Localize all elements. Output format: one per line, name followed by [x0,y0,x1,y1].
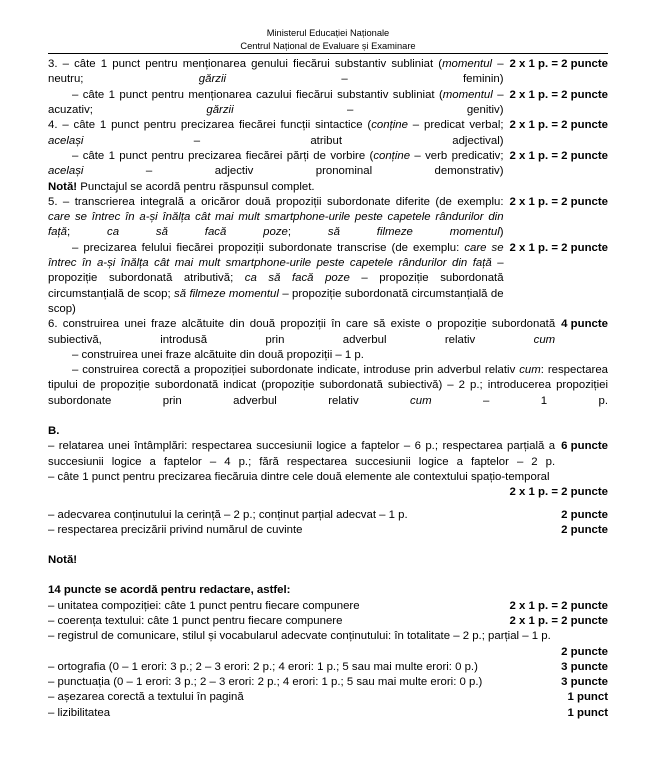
grading-row-text [48,317,561,348]
redactare-row-text: – lizibilitatea [48,706,111,719]
item-3-a-italic-2: gărzii [198,73,227,86]
section-b-label [48,424,608,439]
redactare-row-text: – ortografia (0 – 1 erori: 3 p.; 2 – 3 erori: 2 p.; 4 erori: 1 p.; 5 sau mai multe erori: 0 p.) [48,660,478,673]
item-5-a-i3: să filmeze momentul [327,226,500,239]
section-b-line-2-text: – câte 1 punct pentru precizarea fiecăruia dintre cele două elemente ale contextului spațio-temporal [48,470,550,483]
item-3-a-italic-1: momentul [442,58,493,71]
item-6-points: 4 puncte [561,318,608,331]
item-6-sub-2-t1: – construirea corectă a propoziției subordonate indicate, introduse prin adverbul relativ [72,364,520,377]
item-4-a-text-mid: – predicat verbal; [407,119,504,132]
item-4-b-italic-1: conține [373,149,411,162]
item-4-b-text-after: – adjectiv pronominal demonstrativ) [83,165,504,178]
redactare-registru-text: – registrul de comunicare, stilul și vocabularul adecvate conținutului: în totalitate – 2 p.; parțial – 1 p. [48,630,551,643]
grading-row [48,660,608,675]
header-ministry-line: Ministerul Educației Naționale [266,28,390,38]
item-5-a-t1: 5. – transcrierea integrală a oricăror două propoziții subordonate diferite (de exemplu: [48,195,504,208]
section-b-line-2-points-text: 2 x 1 p. = 2 puncte [509,486,608,499]
grading-row-text [48,241,510,317]
redactare-row-points: 1 punct [567,691,608,704]
redactare-row-points: 2 x 1 p. = 2 puncte [509,599,608,612]
item-5-b-i2: ca să facă poze [244,272,350,285]
item-3-a-text-before: 3. – câte 1 punct pentru menționarea genului fiecărui substantiv subliniat ( [48,58,443,71]
item-3-a-text-mid: – neutru; [48,58,504,86]
item-3-b-points: 2 x 1 p. = 2 puncte [509,88,608,101]
grading-row-text [48,57,510,88]
grading-row-text [48,195,510,241]
spacer [48,568,608,583]
note-2-label: Notă! [48,554,78,567]
item-3-a-points: 2 x 1 p. = 2 puncte [509,58,608,71]
note-2 [48,553,608,568]
grading-row-text [48,149,510,180]
item-4-a-italic-2: același [48,134,84,147]
spacer [48,501,608,508]
item-3-b-text-before: – câte 1 punct pentru menționarea cazului fiecărui substantiv subliniat ( [72,88,443,101]
section-b-line-4-points: 2 puncte [561,523,608,536]
redactare-heading-text: 14 puncte se acordă pentru redactare, astfel: [48,584,291,597]
grading-row-text [48,118,510,149]
note-1-label: Notă! [48,180,78,193]
redactare-row-points: 1 punct [567,706,608,719]
grading-row [48,599,608,614]
section-b-line-3-text: – adecvarea conținutului la cerință – 2 p.; conținut parțial adecvat – 1 p. [48,508,408,521]
section-b-line-4-text: – respectarea precizării privind numărul de cuvinte [48,523,303,536]
redactare-row-text: – așezarea corectă a textului în pagină [48,691,244,704]
grading-row [48,523,608,538]
item-6-sub-2-i2: cum [410,394,432,407]
grading-row [48,508,608,523]
grading-row [48,241,608,317]
item-4-b-text-before: – câte 1 punct pentru precizarea fiecărei părți de vorbire ( [72,149,374,162]
item-4-a-italic-1: conține [371,119,408,132]
redactare-row-points: 2 x 1 p. = 2 puncte [509,614,608,627]
spacer [48,409,608,424]
item-5-b-t2: – propoziție subordonată atributivă; [48,257,504,285]
section-b-line-3-points: 2 puncte [561,508,608,521]
redactare-row-points: 3 puncte [561,676,608,689]
note-1 [48,180,608,195]
note-1-text: Punctajul se acordă pentru răspunsul complet. [77,180,315,193]
item-6-sub-2-t2: : respectarea tipului de propoziție subordonată indicat (propoziție subordonată subiectivă) – 2 p.; introducerea propoziției subordonate prin adverbul relativ [48,364,608,407]
grading-row [48,690,608,705]
item-3-b-italic-1: momentul [442,88,493,101]
redactare-row-points: 3 puncte [561,660,608,673]
item-5-b-i3: să filmeze momentul [174,287,279,300]
item-5-a-t4: ) [499,226,504,239]
grading-row [48,118,608,149]
grading-row [48,57,608,88]
redactare-heading [48,583,608,598]
item-5-b-t1: – precizarea felului fiecărei propoziții subordonate transcrise (de exemplu: [72,241,465,254]
item-5-a-t3: ; [287,226,328,239]
item-6-sub-2-t3: – 1 p. [431,394,608,407]
item-6-t1: 6. construirea unei fraze alcătuite din două propoziții în care să existe o propoziție subordonată subiectivă, introdusă prin adverbul relativ [48,318,556,346]
item-4-b-points: 2 x 1 p. = 2 puncte [509,149,608,162]
section-b-label-text: B. [48,425,60,438]
grading-row [48,439,608,470]
grading-row-text [48,88,510,119]
spacer [48,538,608,553]
redactare-row-text: – punctuația (0 – 1 erori: 3 p.; 2 – 3 erori: 2 p.; 4 erori: 1 p.; 5 sau mai multe erori: 0 p.) [48,676,483,689]
section-b-line-1-text: – relatarea unei întâmplări: respectarea succesiunii logice a faptelor – 6 p.; respectarea parțială a succesiunii logice a faptelor – 4 p.; fără respectarea succesiunii logice a faptelor – 2 p. [48,440,556,468]
redactare-registru-points [48,645,608,660]
redactare-registru-points-text: 2 puncte [561,645,608,658]
grading-row [48,706,608,721]
item-5-a-points: 2 x 1 p. = 2 puncte [509,195,608,208]
header-center-line: Centrul Național de Evaluare și Examinare [240,40,416,51]
redactare-row-text: – coerența textului: câte 1 punct pentru fiecare compunere [48,614,343,627]
item-5-b-points: 2 x 1 p. = 2 puncte [509,241,608,254]
item-5-a-i1: care se întrec în a-și înălța cât mai mult smartphone-urile peste capetele rândurilor din față [48,211,504,239]
document-header [0,0,656,52]
item-5-a-t2: ; [67,226,108,239]
grading-row [48,614,608,629]
item-4-a-text-after: – atribut adjectival) [83,134,504,147]
section-b-line-1-points: 6 puncte [561,440,608,453]
item-4-a-text-before: 4. – câte 1 punct pentru precizarea fiecărei funcții sintactice ( [48,119,372,132]
grading-row [48,317,608,348]
redactare-row-text: – unitatea compoziției: câte 1 punct pentru fiecare compunere [48,599,360,612]
item-3-b-italic-2: gărzii [206,104,234,117]
item-4-b-text-mid: – verb predicativ; [410,149,504,162]
grading-row [48,88,608,119]
item-5-b-t3: – propoziție subordonată circumstanțială de scop; [48,272,504,300]
item-3-b-text-mid: – acuzativ; [48,88,504,117]
grading-row [48,675,608,690]
item-6-i1: cum [533,333,556,346]
item-4-a-points: 2 x 1 p. = 2 puncte [509,119,608,132]
item-3-b-text-after: – genitiv) [233,104,504,117]
document-body [48,54,608,721]
item-5-a-i2: ca să facă poze [107,226,288,239]
section-b-line-2-points [48,485,608,500]
item-5-b-t4: – propoziție subordonată circumstanțială de scop) [48,287,504,315]
item-5-b-i1: care se întrec în a-și înălța cât mai mult smartphone-urile peste capetele rândurilor din față [48,241,504,270]
item-6-sub-2 [48,363,608,409]
item-4-b-italic-2: același [48,165,84,178]
item-6-sub-2-i1: cum [519,364,541,377]
grading-row [48,195,608,241]
item-3-a-text-after: – feminin) [226,73,504,86]
item-6-sub-1: – construirea unei fraze alcătuite din două propoziții – 1 p. [72,348,364,361]
grading-row [48,149,608,180]
